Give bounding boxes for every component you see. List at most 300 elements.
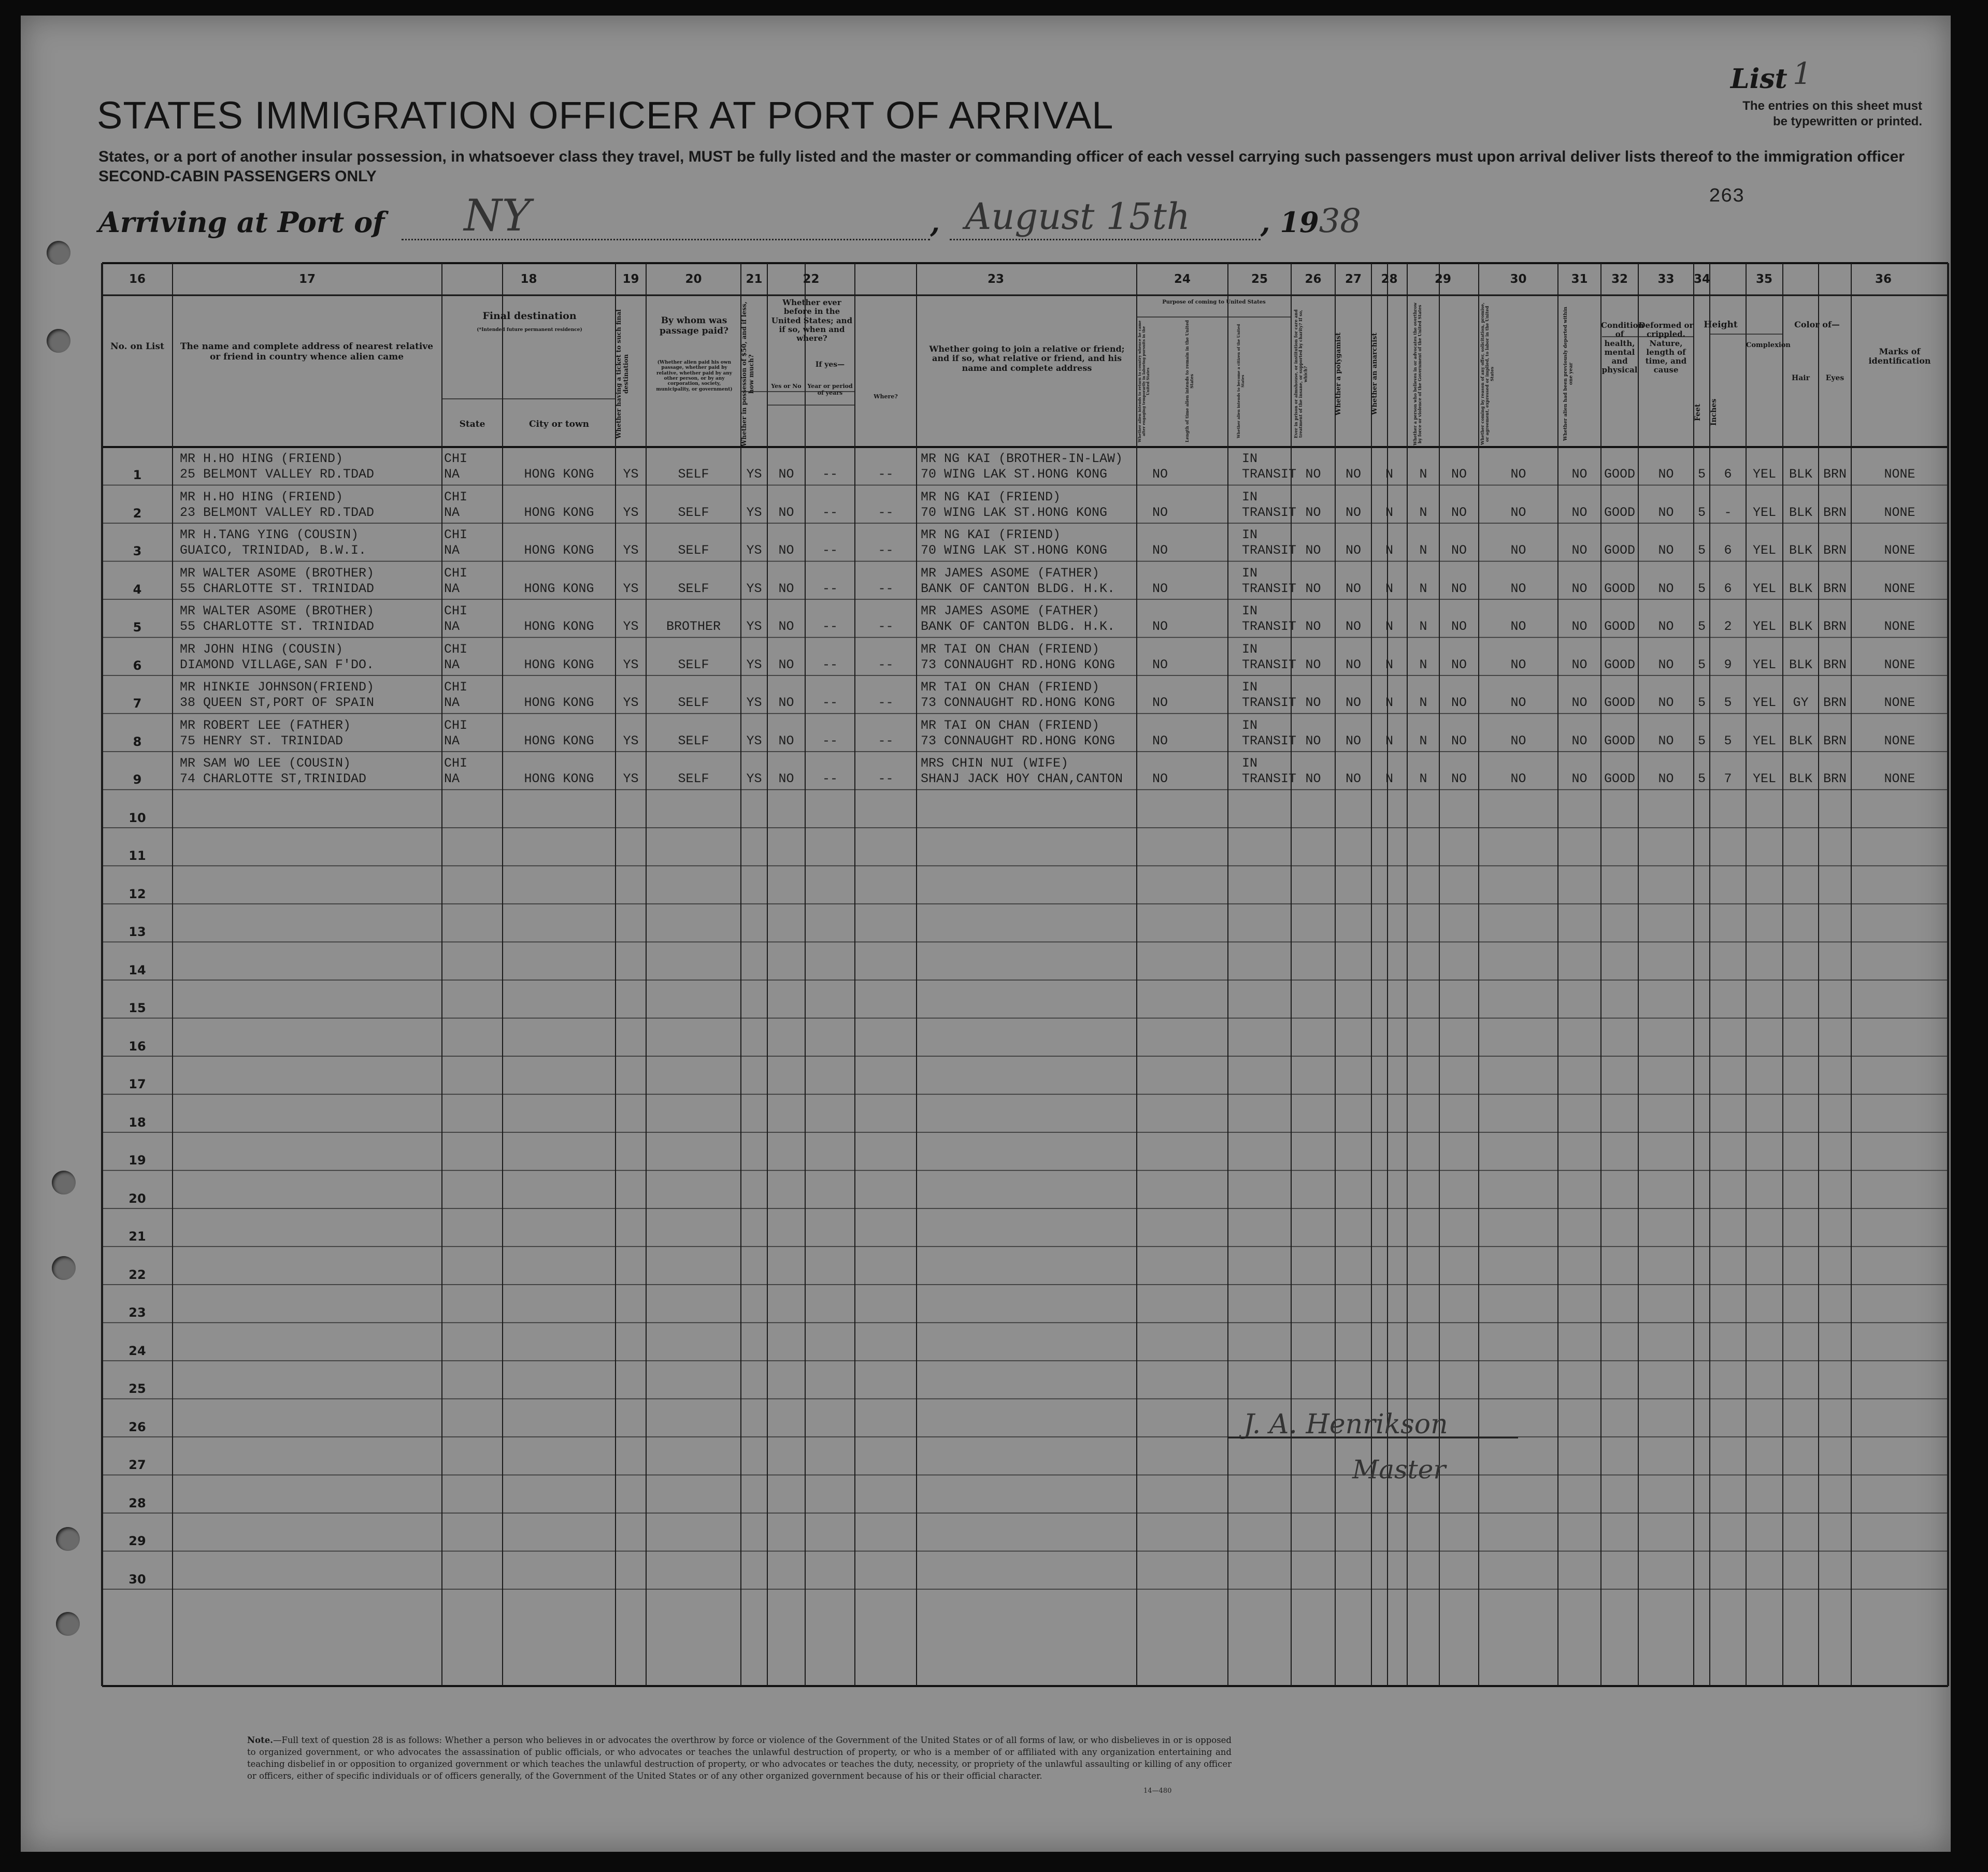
relative-name: MR WALTER ASOME (BROTHER) [180,603,375,618]
instruction-line-2: be typewritten or printed. [1772,114,1922,128]
question-30: NO [1571,771,1587,786]
length-of-stay-2: TRANSIT [1242,657,1297,672]
hair-color: BLK [1789,771,1812,786]
punch-hole [56,1612,80,1636]
city: HONG KONG [524,695,594,710]
health: GOOD [1604,581,1635,596]
intends-return: NO [1152,467,1168,482]
complexion: YEL [1752,505,1776,520]
deformed: NO [1658,619,1674,634]
row-number: 16 [128,1039,146,1054]
fifty-dollars: YS [746,505,762,520]
header-height: Height [1704,320,1738,330]
header-no-on-list: No. on List [110,341,164,352]
column-number: 23 [987,272,1004,286]
page-title: STATES IMMIGRATION OFFICER AT PORT OF ARRIVAL [97,94,1114,137]
eye-color: BRN [1823,543,1847,558]
intends-citizen: NO [1305,771,1321,786]
before-where: -- [878,505,894,520]
length-of-stay-2: TRANSIT [1242,505,1297,520]
typewritten-instruction [1705,98,1922,129]
header-color-of: Color of— [1794,320,1840,329]
complexion: YEL [1752,695,1776,710]
relative-name: MR H.TANG YING (COUSIN) [180,527,359,542]
signature-line [1228,1437,1518,1438]
before-year: -- [822,771,838,786]
relative-name: MR H.HO HING (FRIEND) [180,451,344,466]
state-line-2: NA [444,543,460,558]
question-28: NO [1451,505,1467,520]
row-number: 8 [133,734,142,749]
header-final-destination: Final destination [482,310,577,322]
relative-address: GUAICO, TRINIDAD, B.W.I. [180,543,367,558]
anarchist: N [1419,581,1427,596]
before-in-us: NO [778,467,794,482]
complexion: YEL [1752,619,1776,634]
question-30: NO [1571,543,1587,558]
state-line-1: CHI [444,451,468,466]
hair-color: BLK [1789,581,1812,596]
joining-name: MR NG KAI (FRIEND) [921,527,1061,542]
height-feet: 5 [1697,505,1706,520]
deformed: NO [1658,657,1674,672]
row-number: 29 [128,1534,146,1548]
height-inches: 2 [1724,619,1732,634]
before-where: -- [878,467,894,482]
prison-almshouse: NO [1345,467,1361,482]
deformed: NO [1658,695,1674,710]
joining-name: MR TAI ON CHAN (FRIEND) [921,717,1100,733]
length-of-stay-2: TRANSIT [1242,695,1297,710]
eye-color: BRN [1823,733,1847,748]
polygamist: N [1385,771,1393,786]
intends-return: NO [1152,581,1168,596]
marks-identification: NONE [1884,543,1915,558]
anarchist: N [1419,695,1427,710]
fifty-dollars: YS [746,581,762,596]
before-in-us: NO [778,771,794,786]
relative-address: 55 CHARLOTTE ST. TRINIDAD [180,581,375,596]
height-feet: 5 [1697,581,1706,596]
punch-hole [52,1256,76,1280]
health: GOOD [1604,619,1635,634]
deformed: NO [1658,467,1674,482]
eye-color: BRN [1823,581,1847,596]
header-if-yes: If yes— [815,361,845,369]
before-year: -- [822,581,838,596]
joining-address: 70 WING LAK ST.HONG KONG [921,543,1108,558]
intends-citizen: NO [1305,695,1321,710]
joining-address: BANK OF CANTON BLDG. H.K. [921,581,1115,596]
deformed: NO [1658,771,1674,786]
ticket: YS [623,619,639,634]
height-feet: 5 [1697,657,1706,672]
anarchist: N [1419,771,1427,786]
city: HONG KONG [524,505,594,520]
prison-almshouse: NO [1345,733,1361,748]
length-of-stay-1: IN [1242,565,1258,581]
question-29: NO [1510,543,1526,558]
note-text: —Full text of question 28 is as follows: Whether a person who believes in or advocates the overthrow by force or violence of the Government of the United States or of all forms of law, or who disbelieves in or is opposed to organized government, or who advocates the assassination of public officials, or who advocates or teaches the unlawful destruction of property, or who is a member of or affiliated with any organization entertaining and teaching disbelief in or opposition to organized government or which teaches the unlawful destruction of property, or who advocates or teaches the duty, necessity, or propriety of the unlawful assaulting or killing of any officer or officers, either of specific individuals or of officers generally, of the Government of the United States or of any other organized government because of his or their official character. [247,1735,1232,1781]
column-number: 32 [1611,272,1628,286]
instruction-line-1: The entries on this sheet must [1742,99,1922,113]
length-of-stay-1: IN [1242,717,1258,733]
height-inches: 6 [1724,467,1732,482]
health: GOOD [1604,657,1635,672]
manifest-sheet [21,16,1951,1852]
before-where: -- [878,771,894,786]
question-30: NO [1571,619,1587,634]
deformed: NO [1658,733,1674,748]
length-of-stay-2: TRANSIT [1242,771,1297,786]
row-number: 18 [128,1115,146,1130]
ticket: YS [623,771,639,786]
column-number: 30 [1510,272,1527,286]
ticket: YS [623,467,639,482]
row-number: 23 [128,1305,146,1320]
health: GOOD [1604,771,1635,786]
length-of-stay-2: TRANSIT [1242,619,1297,634]
joining-name: MR NG KAI (FRIEND) [921,489,1061,505]
state-line-2: NA [444,581,460,596]
passage-paid-by: SELF [678,771,709,786]
fifty-dollars: YS [746,543,762,558]
before-year: -- [822,467,838,482]
hair-color: BLK [1789,467,1812,482]
row-number: 21 [128,1229,146,1244]
question-30: NO [1571,733,1587,748]
list-number: 1 [1793,56,1812,91]
column-number: 25 [1251,272,1268,286]
hair-color: BLK [1789,505,1812,520]
punch-hole [52,1171,76,1194]
polygamist: N [1385,695,1393,710]
anarchist: N [1419,657,1427,672]
header-ticket: Whether having a ticket to such final destination [615,309,630,439]
complexion: YEL [1752,467,1776,482]
eye-color: BRN [1823,619,1847,634]
polygamist: N [1385,467,1393,482]
arriving-line: Arriving at Port of NY , August 15th , 1938 [98,190,1361,241]
note-label: Note. [247,1735,273,1745]
marks-identification: NONE [1884,771,1915,786]
relative-name: MR JOHN HING (COUSIN) [180,641,344,657]
city: HONG KONG [524,733,594,748]
column-number: 35 [1755,272,1772,286]
eye-color: BRN [1823,657,1847,672]
date-handwritten: August 15th [965,195,1190,238]
row-number: 28 [128,1495,146,1510]
header-passage-paid-note: (Whether alien paid his own passage, whether paid by relative, whether paid by any other person, or by any corporation, society, municipality, or government) [656,360,733,392]
question-29: NO [1510,657,1526,672]
marks-identification: NONE [1884,733,1915,748]
row-number: 3 [133,544,142,558]
length-of-stay-1: IN [1242,489,1258,505]
height-feet: 5 [1697,467,1706,482]
relative-name: MR H.HO HING (FRIEND) [180,489,344,505]
column-number: 28 [1381,272,1398,286]
header-complexion: Complexion [1746,341,1791,349]
state-line-2: NA [444,467,460,482]
year-prefix: 19 [1280,206,1319,239]
state-line-2: NA [444,733,460,748]
before-in-us: NO [778,657,794,672]
before-where: -- [878,695,894,710]
header-purpose: Purpose of coming to United States [1162,299,1266,305]
eye-color: BRN [1823,505,1847,520]
header-eyes: Eyes [1825,374,1844,382]
row-number: 6 [133,658,142,673]
polygamist: N [1385,619,1393,634]
hair-color: BLK [1789,619,1812,634]
year-handwritten: 38 [1319,202,1361,240]
anarchist: N [1419,505,1427,520]
before-in-us: NO [778,619,794,634]
column-number: 34 [1694,272,1711,286]
prison-almshouse: NO [1345,505,1361,520]
before-year: -- [822,619,838,634]
subtitle-line-2: SECOND-CABIN PASSENGERS ONLY [98,168,377,185]
state-line-1: CHI [444,527,468,542]
intends-citizen: NO [1305,619,1321,634]
length-of-stay-2: TRANSIT [1242,733,1297,748]
header-nearest-relative: The name and complete address of nearest relative or friend in country whence alien came [180,341,434,362]
header-feet: Feet [1694,404,1702,421]
row-number: 14 [128,962,146,977]
question-30: NO [1571,467,1587,482]
joining-name: MR TAI ON CHAN (FRIEND) [921,680,1100,695]
question-29: NO [1510,581,1526,596]
column-number: 24 [1174,272,1191,286]
relative-name: MR ROBERT LEE (FATHER) [180,717,351,733]
header-fifty-dollars: Whether in possession of $50, and if less, how much? [740,301,755,447]
length-of-stay-1: IN [1242,756,1258,771]
intends-citizen: NO [1305,467,1321,482]
passage-paid-by: SELF [678,505,709,520]
city: HONG KONG [524,467,594,482]
before-year: -- [822,543,838,558]
prison-almshouse: NO [1345,771,1361,786]
complexion: YEL [1752,581,1776,596]
punch-hole [56,1527,80,1551]
relative-address: 74 CHARLOTTE ST,TRINIDAD [180,771,367,786]
form-number: 14—480 [1143,1787,1172,1795]
height-inches: 9 [1724,657,1732,672]
column-number: 31 [1571,272,1588,286]
date-field [950,195,1261,240]
ticket: YS [623,733,639,748]
row-number: 20 [128,1191,146,1206]
ticket: YS [623,505,639,520]
city: HONG KONG [524,657,594,672]
column-number: 36 [1875,272,1892,286]
column-number: 20 [685,272,702,286]
header-passage-paid: By whom was passage paid? [660,315,728,336]
before-where: -- [878,619,894,634]
passage-paid-by: SELF [678,695,709,710]
fifty-dollars: YS [746,619,762,634]
arriving-label: Arriving at Port of [98,206,385,239]
question-28: NO [1451,657,1467,672]
before-year: -- [822,505,838,520]
column-number: 21 [746,272,763,286]
relative-address: 23 BELMONT VALLEY RD.TDAD [180,505,375,520]
length-of-stay-1: IN [1242,527,1258,542]
header-deformed: Deformed or crippled. Nature, length of time, and cause [1638,321,1694,375]
height-feet: 5 [1697,695,1706,710]
relative-name: MR WALTER ASOME (BROTHER) [180,565,375,581]
header-final-destination-note: (*Intended future permanent residence) [477,327,582,333]
eye-color: BRN [1823,695,1847,710]
header-where: Where? [874,393,898,400]
height-inches: 6 [1724,543,1732,558]
row-number: 19 [128,1153,146,1168]
prison-almshouse: NO [1345,581,1361,596]
state-line-1: CHI [444,756,468,771]
state-line-1: CHI [444,489,468,505]
polygamist: N [1385,505,1393,520]
passenger-table [102,263,1948,1686]
marks-identification: NONE [1884,581,1915,596]
length-of-stay-1: IN [1242,680,1258,695]
column-number: 29 [1434,272,1451,286]
height-feet: 5 [1697,619,1706,634]
question-29: NO [1510,619,1526,634]
header-purpose-citizen: Whether alien intends to become a citizen of the United States [1236,324,1246,439]
row-number: 30 [128,1572,146,1587]
prison-almshouse: NO [1345,695,1361,710]
question-28: NO [1451,733,1467,748]
deformed: NO [1658,581,1674,596]
height-inches: 5 [1724,733,1732,748]
intends-citizen: NO [1305,505,1321,520]
column-number: 19 [622,272,639,286]
anarchist: N [1419,467,1427,482]
question-28: NO [1451,695,1467,710]
state-line-1: CHI [444,603,468,618]
height-feet: 5 [1697,771,1706,786]
before-where: -- [878,543,894,558]
row-number: 5 [133,620,142,635]
ticket: YS [623,543,639,558]
intends-return: NO [1152,733,1168,748]
stamp-number: 263 [1709,185,1744,208]
intends-return: NO [1152,543,1168,558]
question-28: NO [1451,619,1467,634]
header-join-relative: Whether going to join a relative or friend; and if so, what relative or friend, and his name and complete address [929,344,1125,373]
column-number: 27 [1345,272,1362,286]
state-line-1: CHI [444,680,468,695]
question-30: NO [1571,695,1587,710]
intends-citizen: NO [1305,543,1321,558]
health: GOOD [1604,543,1635,558]
city: HONG KONG [524,619,594,634]
punch-hole [47,329,70,353]
question-28: NO [1451,581,1467,596]
marks-identification: NONE [1884,695,1915,710]
health: GOOD [1604,695,1635,710]
hair-color: BLK [1789,657,1812,672]
ticket: YS [623,695,639,710]
state-line-1: CHI [444,641,468,657]
before-in-us: NO [778,581,794,596]
relative-address: 25 BELMONT VALLEY RD.TDAD [180,467,375,482]
complexion: YEL [1752,733,1776,748]
anarchist: N [1419,619,1427,634]
header-q29: Whether coming by reason of any offer, solicitation, promise, or agreement, expressed or implied, to labor in the United States [1480,303,1495,445]
row-number: 27 [128,1458,146,1472]
marks-identification: NONE [1884,467,1915,482]
state-line-1: CHI [444,717,468,733]
state-line-2: NA [444,505,460,520]
length-of-stay-2: TRANSIT [1242,581,1297,596]
before-year: -- [822,657,838,672]
header-q28: Whether a person who believes in or advocates the overthrow by force or violence of the Government of the United States [1412,303,1423,445]
intends-return: NO [1152,695,1168,710]
header-prison: Ever in prison or almshouse, or institution for care and treatment of the insane, or supported by charity? If so, which? [1293,309,1308,439]
column-number: 17 [298,272,316,286]
before-year: -- [822,733,838,748]
intends-citizen: NO [1305,657,1321,672]
header-polygamist: Whether a polygamist [1335,332,1342,416]
row-number: 25 [128,1381,146,1396]
column-number: 26 [1305,272,1322,286]
joining-address: 73 CONNAUGHT RD.HONG KONG [921,695,1115,710]
state-line-2: NA [444,657,460,672]
joining-name: MR NG KAI (BROTHER-IN-LAW) [921,451,1123,466]
joining-address: 73 CONNAUGHT RD.HONG KONG [921,733,1115,748]
marks-identification: NONE [1884,505,1915,520]
before-in-us: NO [778,695,794,710]
polygamist: N [1385,733,1393,748]
prison-almshouse: NO [1345,619,1361,634]
joining-name: MR JAMES ASOME (FATHER) [921,565,1100,581]
header-purpose-return: Whether alien intends to return to country whence he came after engaging temporarily in laboring pursuits in the United States [1137,320,1151,442]
header-anarchist: Whether an anarchist [1371,333,1379,415]
header-state: State [459,419,485,429]
intends-return: NO [1152,771,1168,786]
ticket: YS [623,581,639,596]
before-in-us: NO [778,733,794,748]
fifty-dollars: YS [746,695,762,710]
before-in-us: NO [778,543,794,558]
deformed: NO [1658,505,1674,520]
prison-almshouse: NO [1345,543,1361,558]
subtitle-line-1: States, or a port of another insular possession, in whatsoever class they travel, MUST be fully listed and the master or commanding officer of each vessel carrying such passengers must upon arrival deliver lists thereof to the immigration officer [98,148,1905,165]
fifty-dollars: YS [746,771,762,786]
city: HONG KONG [524,771,594,786]
row-number: 15 [128,1001,146,1015]
city: HONG KONG [524,581,594,596]
question-30: NO [1571,657,1587,672]
joining-address: 70 WING LAK ST.HONG KONG [921,467,1108,482]
fifty-dollars: YS [746,467,762,482]
polygamist: N [1385,581,1393,596]
port-field [402,190,930,241]
anarchist: N [1419,733,1427,748]
hair-color: GY [1793,695,1809,710]
eye-color: BRN [1823,467,1847,482]
question-29: NO [1510,733,1526,748]
relative-address: DIAMOND VILLAGE,SAN F'DO. [180,657,375,672]
header-year: Year or period of years [807,383,853,396]
height-feet: 5 [1697,733,1706,748]
intends-return: NO [1152,619,1168,634]
question-30: NO [1571,581,1587,596]
intends-return: NO [1152,657,1168,672]
marks-identification: NONE [1884,657,1915,672]
row-number: 24 [128,1343,146,1358]
